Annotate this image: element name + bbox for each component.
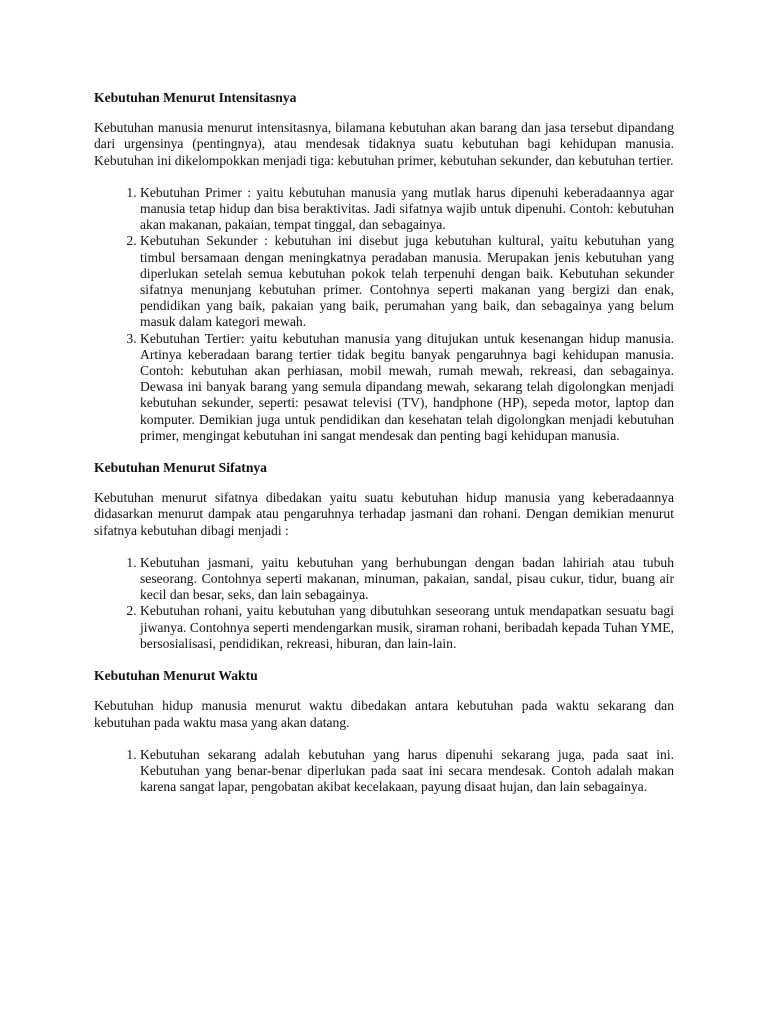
list-item: 1. Kebutuhan Primer : yaitu kebutuhan manusia yang mutlak harus dipenuhi keberadaannya agar manusia tetap hidup dan bisa beraktivitas. Jadi sifatnya wajib untuk dipenuhi. Contoh: kebutuhan akan makanan, pakaian, tempat tinggal, dan sebagainya. <box>140 185 674 234</box>
section-sifat <box>94 460 674 652</box>
list-item: 1. Kebutuhan jasmani, yaitu kebutuhan yang berhubungan dengan badan lahiriah atau tubuh seseorang. Contohnya seperti makanan, minuman, pakaian, sandal, pisau cukur, tidur, buang air kecil dan besar, seks, dan lain sebagainya. <box>140 555 674 604</box>
section-intro: Kebutuhan menurut sifatnya dibedakan yaitu suatu kebutuhan hidup manusia yang keberadaannya didasarkan menurut dampak atau pengaruhnya terhadap jasmani dan rohani. Dengan demikian menurut sifatnya kebutuhan dibagi menjadi : <box>94 490 674 538</box>
document-body <box>94 90 674 811</box>
list-item: 2. Kebutuhan rohani, yaitu kebutuhan yang dibutuhkan seseorang untuk mendapatkan sesuatu bagi jiwanya. Contohnya seperti mendengarkan musik, siraman rohani, beribadah kepada Tuhan YME, bersosialisasi, pendidikan, rekreasi, hiburan, dan lain-lain. <box>140 603 674 652</box>
section-heading: Kebutuhan Menurut Waktu <box>94 668 258 684</box>
list-item: 2. Kebutuhan Sekunder : kebutuhan ini disebut juga kebutuhan kultural, yaitu kebutuhan yang timbul bersamaan dengan meningkatnya peradaban manusia. Merupakan jenis kebutuhan yang diperlukan setelah semua kebutuhan pokok telah terpenuhi dengan baik. Kebutuhan sekunder sifatnya menunjang kebutuhan primer. Contohnya seperti makanan yang bergizi dan enak, pendidikan yang baik, pakaian yang baik, perumahan yang baik, dan sebagainya yang belum masuk dalam kategori mewah. <box>140 233 674 330</box>
section-waktu <box>94 668 674 795</box>
list-item: 3. Kebutuhan Tertier: yaitu kebutuhan manusia yang ditujukan untuk kesenangan hidup manusia. Artinya keberadaan barang tertier tidak begitu banyak pengaruhnya bagi kehidupan manusia. Contoh: kebutuhan akan perhiasan, mobil mewah, rumah mewah, rekreasi, dan sebagainya. Dewasa ini banyak barang yang semula dipandang mewah, sekarang telah digolongkan menjadi kebutuhan sekunder, seperti: pesawat televisi (TV), handphone (HP), sepeda motor, laptop dan komputer. Demikian juga untuk pendidikan dan kesehatan telah digolongkan menjadi kebutuhan primer, mengingat kebutuhan ini sangat mendesak dan penting bagi kehidupan manusia. <box>140 331 674 444</box>
section-heading: Kebutuhan Menurut Intensitasnya <box>94 90 297 105</box>
numbered-list <box>94 185 674 444</box>
section-intro: Kebutuhan manusia menurut intensitasnya, bilamana kebutuhan akan barang dan jasa tersebut dipandang dari urgensinya (pentingnya), atau mendesak tidaknya suatu kebutuhan bagi kehidupan manusia. Kebutuhan ini dikelompokkan menjadi tiga: kebutuhan primer, kebutuhan sekunder, dan kebutuhan tertier. <box>94 120 674 168</box>
list-item: 1. Kebutuhan sekarang adalah kebutuhan yang harus dipenuhi sekarang juga, pada saat ini. Kebutuhan yang benar-benar diperlukan pada saat ini secara mendesak. Contoh adalah makan karena sangat lapar, pengobatan akibat kecelakaan, payung disaat hujan, dan lain sebagainya. <box>140 747 674 796</box>
numbered-list <box>94 555 674 652</box>
section-intensitas <box>94 90 674 444</box>
numbered-list <box>94 747 674 796</box>
section-heading: Kebutuhan Menurut Sifatnya <box>94 460 267 476</box>
section-intro: Kebutuhan hidup manusia menurut waktu dibedakan antara kebutuhan pada waktu sekarang dan kebutuhan pada waktu masa yang akan datang. <box>94 698 674 730</box>
